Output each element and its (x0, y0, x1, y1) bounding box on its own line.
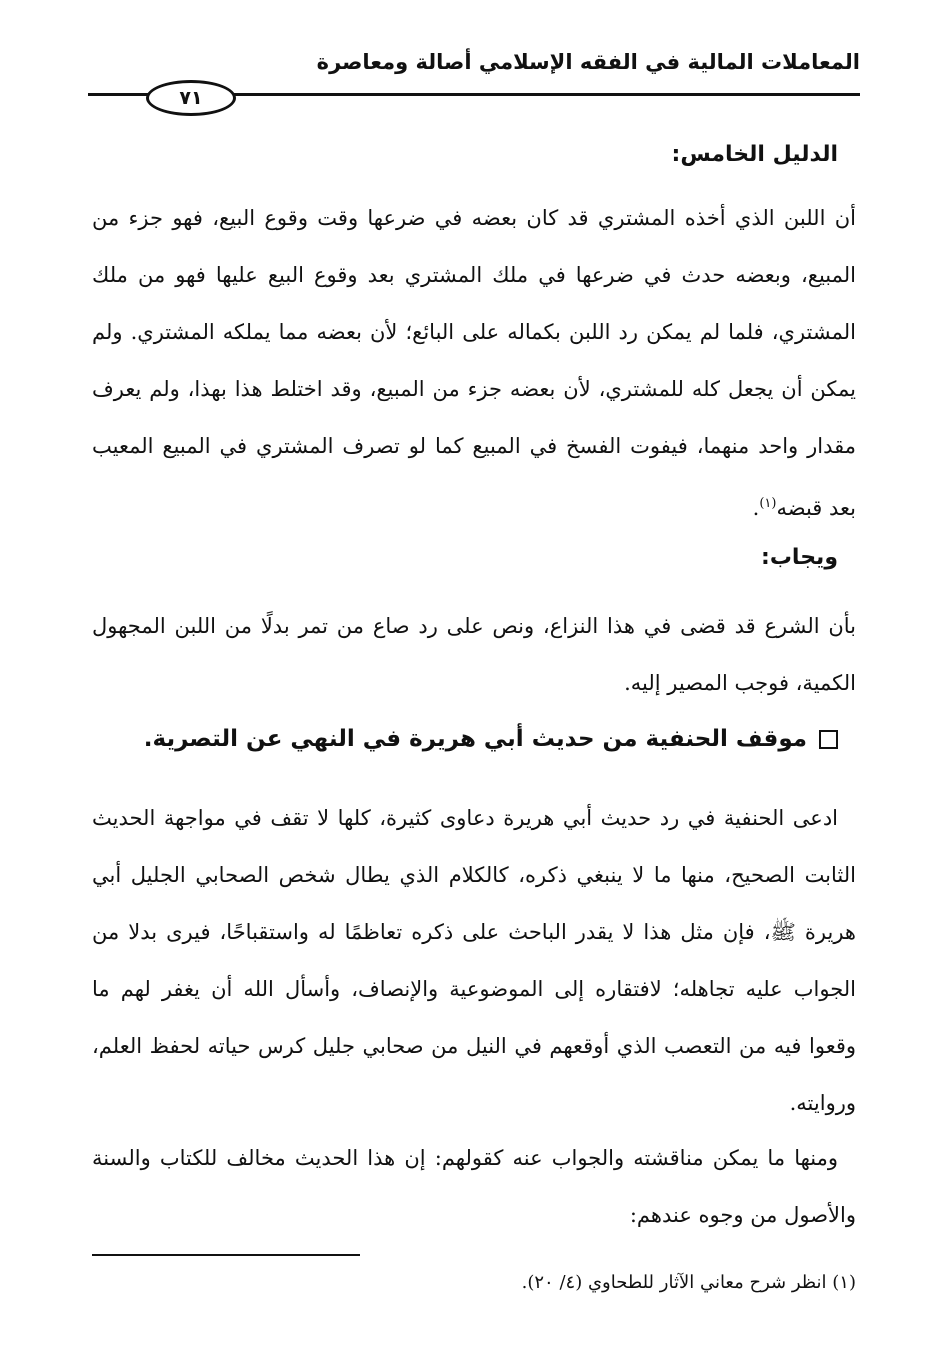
reply-heading: ويجاب: (761, 545, 838, 570)
footnote-rule (92, 1254, 360, 1256)
square-bullet-icon (819, 730, 838, 749)
section-heading (144, 726, 838, 752)
section-paragraph-1: ادعى الحنفية في رد حديث أبي هريرة دعاوى كثيرة، كلها لا تقف في مواجهة الحديث الثابت الصحيح، منها ما لا ينبغي ذكره، كالكلام الذي يطال شخص الصحابي الجليل أبي هريرة ﷺ، فإن مثل هذا لا يقدر الباحث على ذكره تعاظمًا له واستقباحًا، فيرى بدلا من الجواب عليه تجاهله؛ لافتقاره إلى الموضوعية والإنصاف، وأسأل الله أن يغفر لهم ما وقعوا فيه من التعصب الذي أوقعهم في النيل من صحابي جليل كرس حياته لحفظ العلم، وروايته. (92, 806, 856, 1115)
evidence-paragraph (92, 190, 856, 537)
evidence-heading: الدليل الخامس: (671, 142, 838, 167)
running-title: المعاملات المالية في الفقه الإسلامي أصالة ومعاصرة (316, 50, 860, 74)
footnote-ref: (١) (759, 496, 777, 511)
page-number-badge (146, 80, 236, 116)
evidence-text: أن اللبن الذي أخذه المشتري قد كان بعضه في ضرعها وقت وقوع البيع، فهو جزء من المبيع، وبعضه حدث في ضرعها في ملك المشتري بعد وقوع البيع عليها فهو من ملك المشتري، فلما لم يمكن رد اللبن بكماله على البائع؛ لأن بعضه مما يملكه المشتري. ولم يمكن أن يجعل كله للمشتري، لأن بعضه جزء من المبيع، وقد اختلط هذا بهذا، ولم يعرف مقدار واحد منهما، فيفوت الفسخ في المبيع كما لو تصرف المشتري في المبيع المعيب بعد قبضه (92, 206, 856, 520)
section-heading-text: موقف الحنفية من حديث أبي هريرة في النهي عن التصرية. (143, 726, 807, 752)
evidence-text-end: . (752, 496, 760, 520)
section-paragraph-2: ومنها ما يمكن مناقشته والجواب عنه كقولهم: إن هذا الحديث مخالف للكتاب والسنة والأصول من وجوه عندهم: (92, 1146, 856, 1227)
page-number: ٧١ (179, 87, 203, 109)
footnote: (١) انظر شرح معاني الآثار للطحاوي (٤/ ٢٠). (521, 1272, 856, 1293)
reply-paragraph: بأن الشرع قد قضى في هذا النزاع، ونص على رد صاع من تمر بدلًا من اللبن المجهول الكمية، فوجب المصير إليه. (92, 614, 856, 695)
